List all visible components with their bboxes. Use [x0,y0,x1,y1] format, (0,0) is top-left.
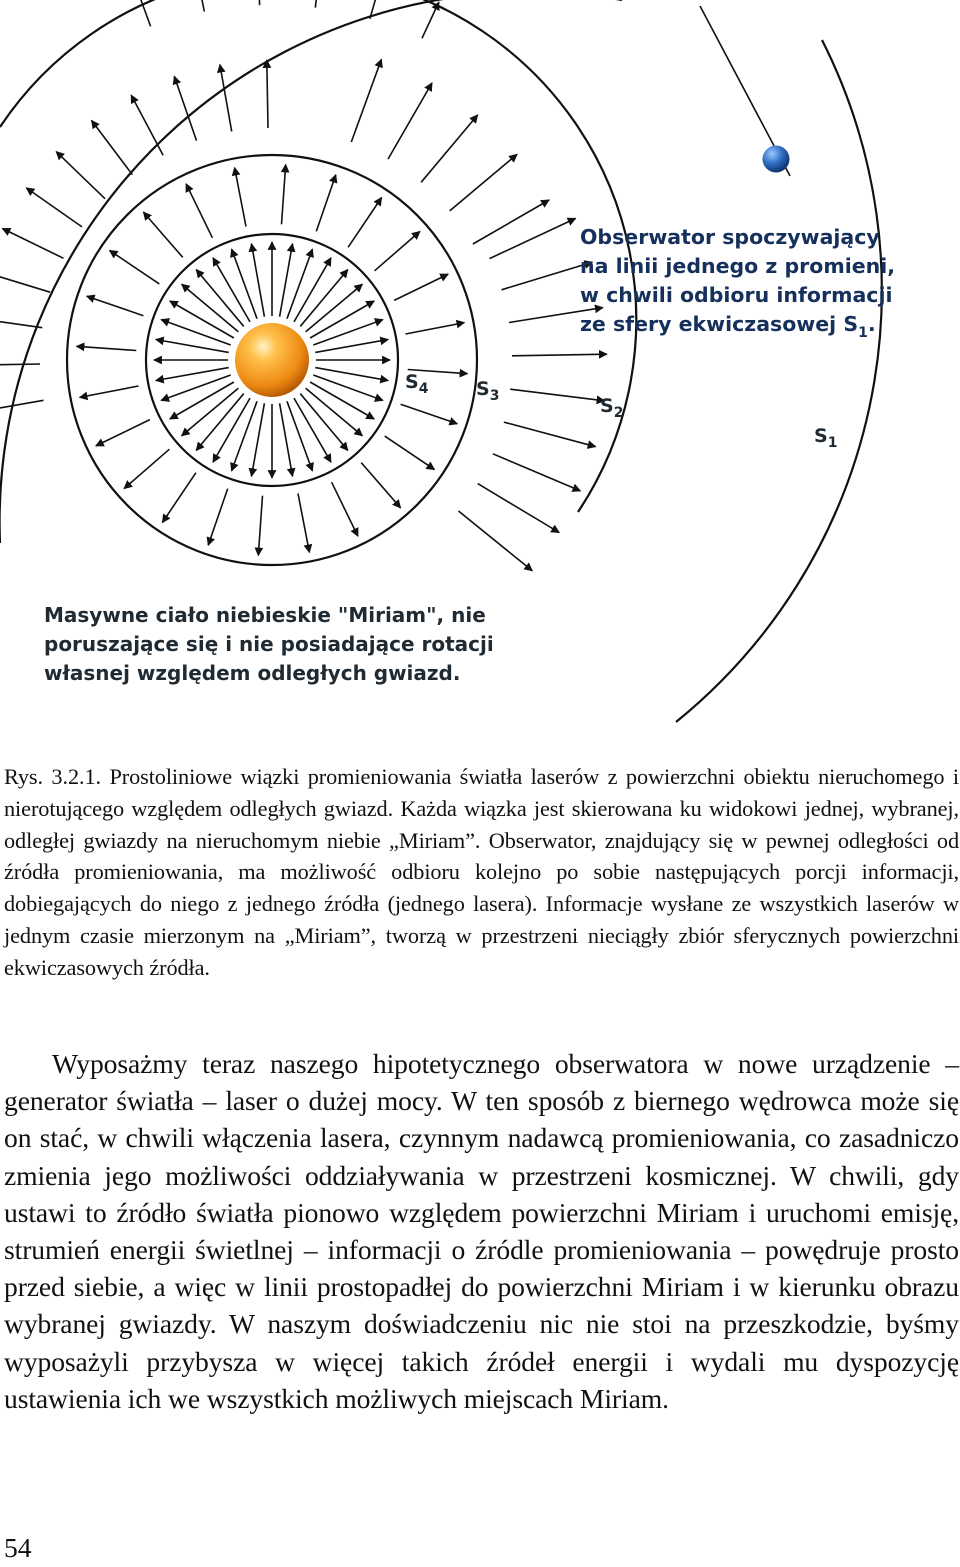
inner-ray-arrow [313,320,383,345]
body-paragraph [4,1045,959,1417]
middle-ray-arrow [394,274,448,300]
planet-miriam [235,323,309,397]
right-ray-arrow [510,389,604,401]
inner-ray-arrow [232,401,257,471]
outer-ray-arrow [92,120,133,174]
right-ray-arrow [504,422,596,447]
figure-caption: Rys. 3.2.1. Prostoliniowe wiązki promieniowania światła laserów z powierzchni obiektu nieruchomego i nierotującego względem odległych gwiazd. Każda wiązka jest skierowana ku widokowi jednej, wybranej, odległej gwiazdy na nieruchomym niebie „Miriam”. Obserwator, znajdujący się w pewnej odległości od źródła promieniowania, ma możliwość odbioru kolejno po sobie następujących porcji informacji, dobiegających do niego z jednego źródła (jednego lasera). Informacje wysłane ze wszystkich laserów w jednym czasie mierzonym na „Miriam”, tworzą w przestrzeni nieciągły zbiór sferycznych powierzchni ekwiczasowych źródła. [4,764,959,980]
middle-ray-arrow [208,489,228,546]
inner-ray-arrow [313,375,383,400]
right-ray-arrow [512,354,607,356]
middle-ray-arrow [96,420,150,446]
inner-ray-arrow [252,403,265,476]
outer-ray-arrow [56,152,105,199]
outer-ray-arrow [131,95,163,155]
inner-ray-arrow [315,340,388,353]
middle-ray-arrow [87,296,144,316]
middle-ray-arrow [348,198,382,248]
middle-ray-arrow [143,212,182,257]
middle-ray-arrow [298,494,309,553]
middle-ray-arrow [77,346,137,350]
inner-ray-arrow [156,368,229,381]
right-ray-arrow [493,454,581,491]
inner-ray-arrow [280,244,293,317]
inner-ray-arrow [252,244,265,317]
observer-label-line: ze sfery ekwiczasowej $S_1$. [580,312,876,341]
figure-equitime-spheres [0,0,960,725]
middle-ray-arrow [80,386,139,397]
middle-ray-arrow [124,449,169,488]
inner-ray-arrow [315,368,388,381]
right-ray-arrow [478,484,560,533]
outer-ray-arrow [174,76,196,140]
observer-label-line: Obserwator spoczywający [580,225,880,249]
inner-ray-arrow [287,401,312,471]
right-ray-arrow [502,262,593,290]
middle-ray-arrow [375,231,420,270]
middle-ray-arrow [332,482,358,536]
body-label-line: własnej względem odległych gwiazd. [44,661,461,685]
middle-ray-arrow [361,463,400,508]
middle-ray-arrow [406,323,465,334]
outer-ray-arrow [220,65,232,132]
middle-ray-arrow [258,496,262,556]
body-paragraph-text: Wyposażmy teraz naszego hipotetycznego obserwatora w nowe urządzenie – generator światła – laser o dużej mocy. W ten sposób z biernego wędrowca może się on stać, w chwili włączenia lasera, czynnym nadawcą promieniowania, co zasadniczo zmienia jego możliwości oddziaływania w przestrzeni kosmicznej. W chwili, gdy ustawi to źródło światła pionowo względem powierzchni Miriam i uruchomi emisję, strumień energii świetlnej – informacji o źródle promieniowania – powędruje prosto przed siebie, a więc w linii prostopadłej do powierzchni Miriam i w kierunku obrazu wybranej gwiazdy. W naszym doświadczeniu nic nie stoi na przeszkodzie, byśmy wyposażyli przybysza w więcej takich źródeł energii i wydali mu dyspozycję ustawienia ich we wszystkich możliwych miejscach Miriam. [4,1048,959,1414]
body-label [44,603,494,685]
observer-dot [763,146,790,173]
label-s1: $S_1$ [814,425,838,451]
body-label-line: poruszające się i nie posiadające rotacji [44,632,494,656]
inner-ray-arrow [161,375,231,400]
outer-ray-arrow [450,154,517,211]
observer-label [580,225,895,341]
middle-ray-arrow [282,165,286,225]
inner-ray-arrow [232,249,257,319]
middle-ray-arrow [385,436,435,470]
middle-ray-arrow [401,404,458,424]
outer-ray-arrow [0,318,42,328]
outer-ray-arrow [473,200,549,244]
observer-label-line: na linii jednego z promieni, [580,254,896,278]
outer-ray-arrow [421,115,478,182]
middle-ray-arrow [316,175,336,232]
diagram-svg [0,0,960,725]
label-s2: $S_2$ [600,395,624,421]
outer-ray-arrow [351,59,381,142]
far-ray-arrow [197,0,205,12]
outer-ray-arrow [267,60,268,128]
middle-ray-arrow [186,184,212,238]
inner-ray-arrow [287,249,312,319]
inner-ray-arrow [280,403,293,476]
outer-ray-arrow [0,400,44,412]
observer-label-line: w chwili odbioru informacji [580,283,893,307]
far-ray-arrow [258,0,259,5]
outer-ray-arrow [0,364,40,365]
inner-ray-arrow [161,320,231,345]
label-s4: $S_4$ [405,371,429,397]
far-ray-arrow [315,0,320,8]
middle-ray-arrow [110,250,160,284]
label-s3: $S_3$ [476,378,500,404]
outer-ray-arrow [26,188,82,227]
middle-ray-arrow [235,168,246,227]
far-ray-arrow [422,2,439,38]
right-ray-arrow [490,218,576,258]
middle-ray-arrow [162,473,196,523]
body-label-line: Masywne ciało niebieskie "Miriam", nie [44,603,486,627]
outer-ray-arrow [388,83,432,159]
inner-ray-arrow [156,340,229,353]
outer-ray-arrow [2,229,63,259]
outer-ray-arrow [0,272,50,292]
right-ray-arrow [459,511,533,571]
page-number: 54 [4,1532,32,1563]
